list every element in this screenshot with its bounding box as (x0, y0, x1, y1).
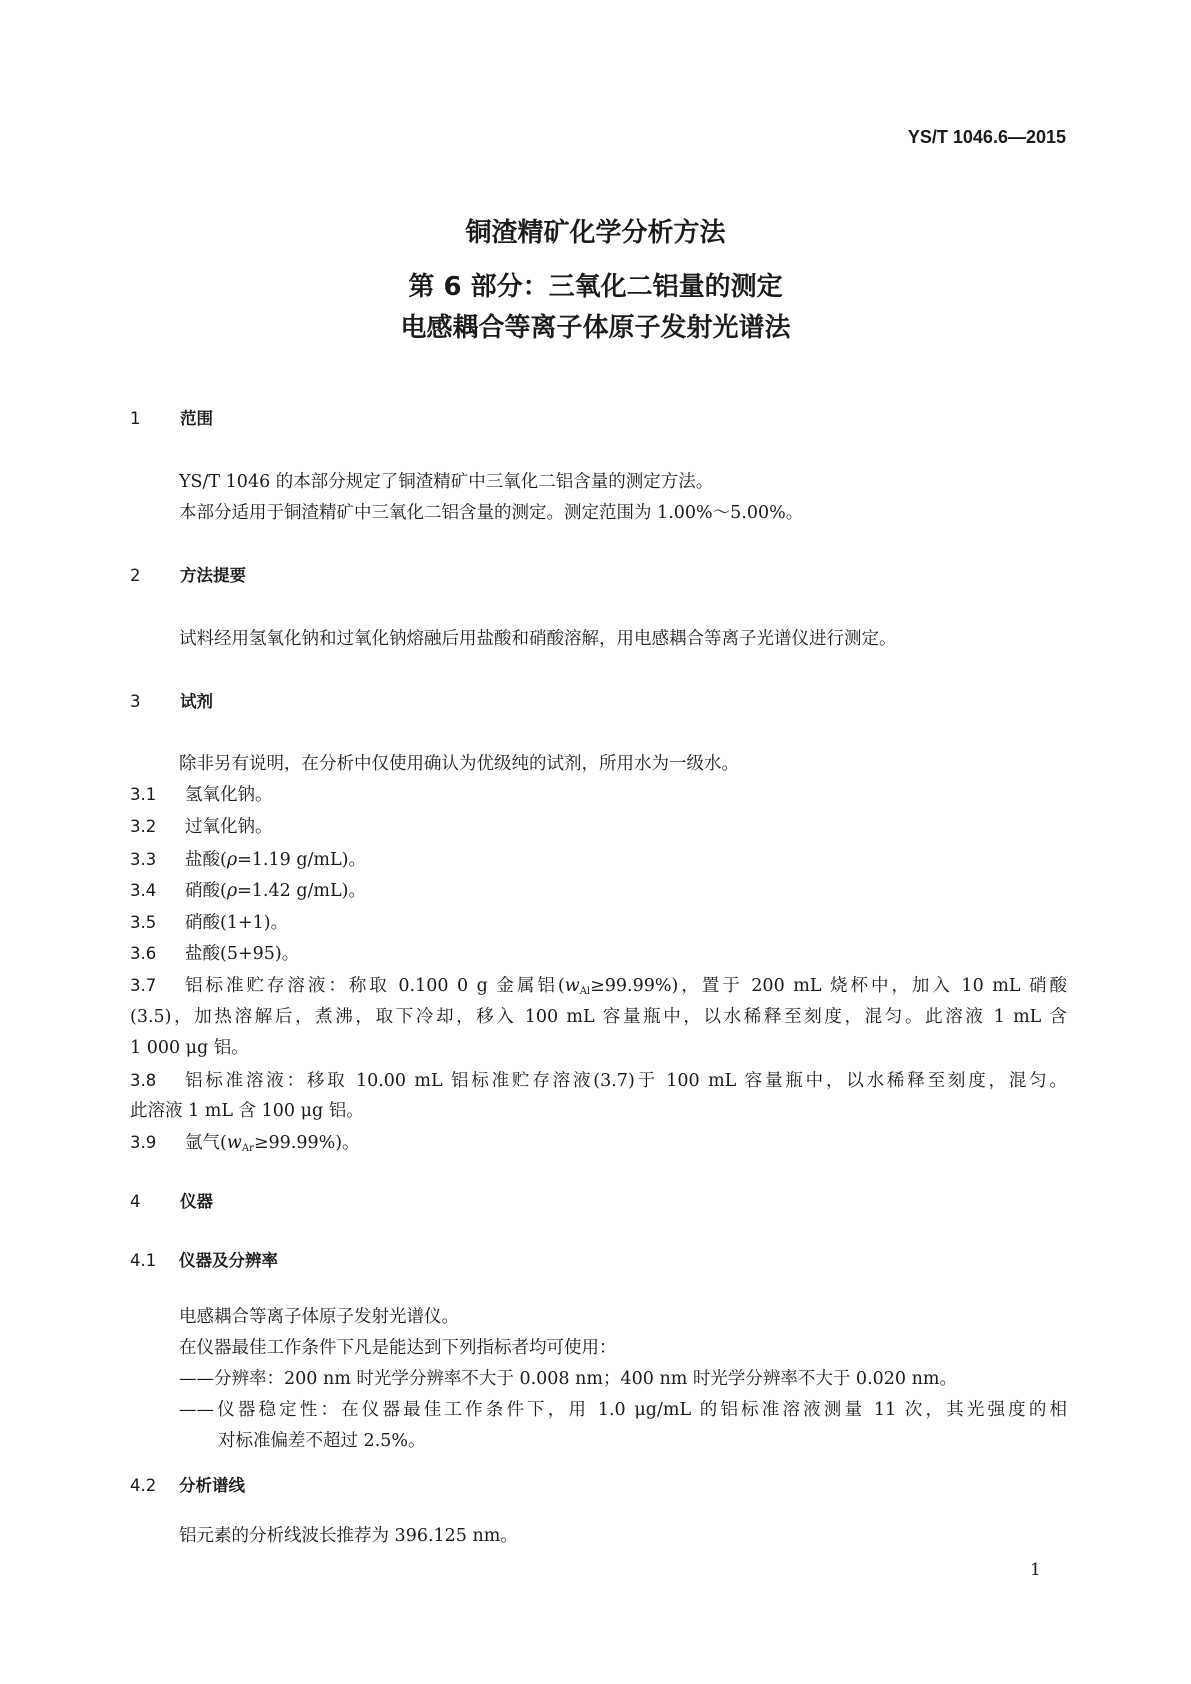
list-item: ——分辨率：200 nm 时光学分辨率不大于 0.008 nm；400 nm 时光学分辨率不大于 0.020 nm。 (179, 1369, 957, 1389)
section-number: 2 (130, 566, 141, 585)
section-4-heading (130, 1190, 213, 1214)
text: =1.42 g/mL)。 (237, 881, 366, 901)
paragraph: YS/T 1046 的本部分规定了铜渣精矿中三氧化二铝含量的测定方法。 (179, 472, 714, 492)
section-title: 范围 (180, 409, 213, 428)
text: 盐酸( (185, 850, 227, 870)
paragraph: 本部分适用于铜渣精矿中三氧化二铝含量的测定。测定范围为 1.00%～5.00%。 (179, 503, 804, 523)
section-title: 仪器 (180, 1192, 213, 1211)
paragraph: 电感耦合等离子体原子发射光谱仪。 (179, 1307, 459, 1327)
item-number: 3.8 (130, 1071, 157, 1090)
section-title: 试剂 (180, 692, 213, 711)
item-text (185, 879, 366, 903)
section-number: 4.2 (130, 1476, 157, 1495)
item-text: 氢氧化钠。 (185, 785, 273, 805)
variable: ρ (226, 850, 238, 870)
item-text (185, 1131, 360, 1161)
list-item-continued: 对标准偏差不超过 2.5%。 (218, 1431, 426, 1451)
paragraph: 试料经用氢氧化钠和过氧化钠熔融后用盐酸和硝酸溶解，用电感耦合等离子光谱仪进行测定。 (179, 629, 897, 649)
title-line-3: 电感耦合等离子体原子发射光谱法 (400, 313, 791, 343)
item-number: 3.4 (130, 881, 157, 900)
paragraph: 除非另有说明，在分析中仅使用确认为优级纯的试剂，所用水为一级水。 (179, 754, 739, 774)
item-number: 3.9 (130, 1133, 157, 1152)
item-text-continued: 此溶液 1 mL 含 100 μg 铝。 (130, 1101, 364, 1121)
title-line-1: 铜渣精矿化学分析方法 (465, 218, 726, 248)
variable: ρ (226, 881, 238, 901)
text: 铝标准贮存溶液：称取 0.100 0 g 金属铝( (185, 976, 565, 996)
item-number: 3.7 (130, 976, 157, 995)
text: ≥99.99%)。 (253, 1133, 360, 1153)
item-text: 盐酸(5+95)。 (185, 944, 300, 964)
subsection-4-1-heading (130, 1249, 278, 1273)
standard-number: YS/T 1046.6—2015 (907, 127, 1066, 147)
item-text: 过氧化钠。 (185, 817, 273, 837)
title-line-2: 第 6 部分：三氧化二铝量的测定 (408, 272, 783, 302)
item-number: 3.3 (130, 850, 157, 869)
section-number: 1 (130, 409, 141, 428)
section-number: 4 (130, 1192, 141, 1211)
list-item: ——仪器稳定性：在仪器最佳工作条件下，用 1.0 μg/mL 的铝标准溶液测量 11 次，其光强度的相 (179, 1400, 1067, 1420)
item-text (185, 974, 1067, 1004)
item-text-continued: (3.5)，加热溶解后，煮沸，取下冷却，移入 100 mL 容量瓶中，以水稀释至刻度，混匀。此溶液 1 mL 含 (130, 1007, 1067, 1027)
variable: w (564, 976, 580, 996)
item-text: 铝标准溶液：移取 10.00 mL 铝标准贮存溶液(3.7)于 100 mL 容量瓶中，以水稀释至刻度，混匀。 (185, 1071, 1067, 1091)
subscript: Ar (241, 1143, 254, 1154)
section-3-heading (130, 690, 213, 714)
variable: w (226, 1133, 242, 1153)
text: ≥99.99%)，置于 200 mL 烧杯中，加入 10 mL 硝酸 (590, 976, 1067, 996)
text: 氩气( (185, 1133, 227, 1153)
item-number: 3.5 (130, 913, 157, 932)
section-2-heading (130, 564, 246, 588)
paragraph: 在仪器最佳工作条件下凡是能达到下列指标者均可使用： (179, 1338, 617, 1358)
text: 硝酸( (185, 881, 227, 901)
section-title: 方法提要 (180, 566, 246, 585)
section-title: 分析谱线 (179, 1476, 245, 1495)
section-1-heading (130, 407, 213, 431)
text: =1.19 g/mL)。 (237, 850, 366, 870)
subscript: Al (579, 986, 591, 997)
subsection-4-2-heading (130, 1474, 245, 1498)
item-number: 3.6 (130, 944, 157, 963)
section-number: 3 (130, 692, 141, 711)
item-number: 3.2 (130, 817, 157, 836)
item-number: 3.1 (130, 785, 157, 804)
page-number: 1 (1030, 1560, 1041, 1580)
item-text: 硝酸(1+1)。 (185, 913, 289, 933)
paragraph: 铝元素的分析线波长推荐为 396.125 nm。 (179, 1526, 518, 1546)
item-text (185, 848, 366, 872)
section-title: 仪器及分辨率 (179, 1251, 278, 1270)
section-number: 4.1 (130, 1251, 157, 1270)
item-text-continued: 1 000 μg 铝。 (130, 1038, 249, 1058)
